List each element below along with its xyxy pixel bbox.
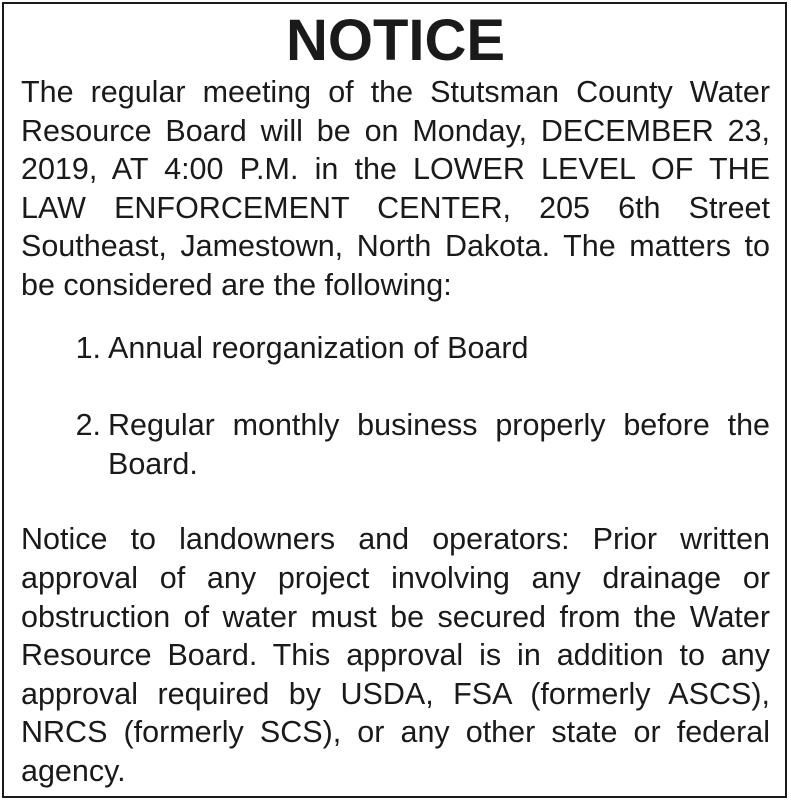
landowner-notice-paragraph: Notice to landowners and operators: Prior written approval of any project involving any drainage or obstruction of water must be secured from the Water Resource Board. This approval is in addition to any approval required by USDA, FSA (formerly ASCS), NRCS (formerly SCS), or any other state or federal agency.	[21, 522, 770, 788]
agenda-item-text: Regular monthly business properly before the Board.	[108, 408, 770, 481]
agenda-item-number: 1.	[75, 330, 101, 365]
notice-title: NOTICE	[285, 8, 506, 73]
agenda-item	[21, 329, 770, 368]
agenda-item-number: 2.	[75, 408, 101, 443]
notice-box	[2, 2, 787, 798]
agenda-list	[21, 329, 770, 484]
agenda-item-text: Annual reorganization of Board	[108, 330, 529, 365]
meeting-intro-paragraph: The regular meeting of the Stutsman County Water Resource Board will be on Monday, DECEMBER 23, 2019, AT 4:00 P.M. in the LOWER LEVEL OF THE LAW ENFORCEMENT CENTER, 205 6th Street Southeast, Jamestown, North Dakota. The matters to be considered are the following:	[21, 75, 770, 302]
agenda-item	[21, 406, 770, 483]
